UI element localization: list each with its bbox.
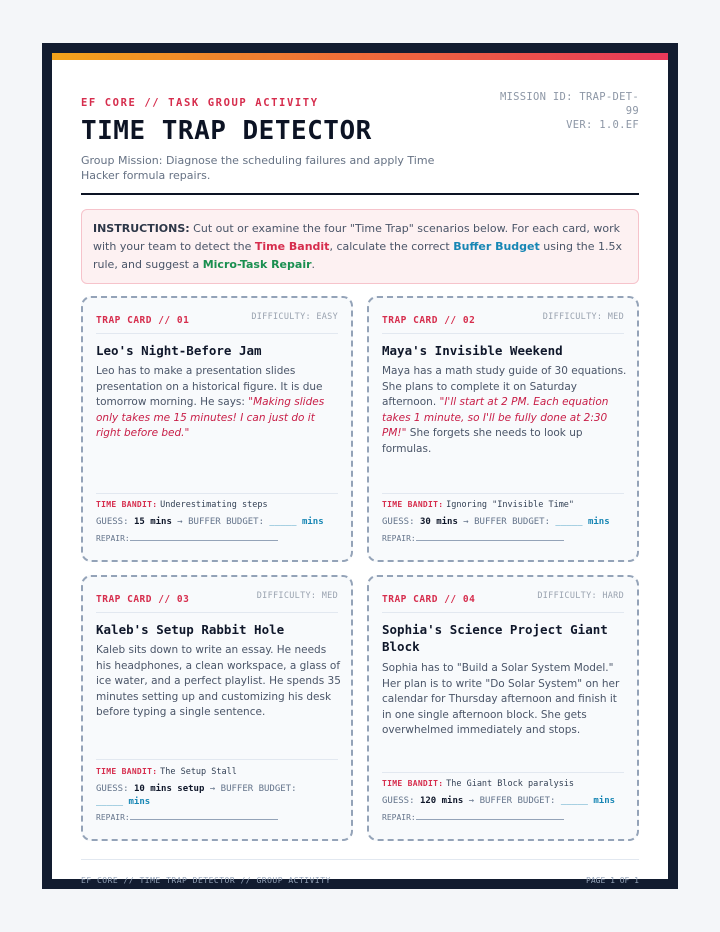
- buffer-blank[interactable]: _____: [96, 797, 124, 807]
- buffer-label: BUFFER BUDGET:: [479, 796, 556, 806]
- worksheet: [52, 53, 668, 885]
- time-bandit-value: Underestimating steps: [160, 500, 268, 510]
- card-foot: [96, 493, 338, 560]
- mission-meta: [489, 90, 639, 132]
- card-title: Leo's Night-Before Jam: [96, 343, 262, 358]
- term-micro-task-repair: Micro-Task Repair: [202, 258, 312, 271]
- time-bandit-value: The Giant Block paralysis: [446, 779, 575, 789]
- trap-card-01: [81, 296, 353, 562]
- card-foot: [382, 493, 624, 560]
- instructions-box: [81, 209, 639, 284]
- card-difficulty: DIFFICULTY: EASY: [251, 312, 338, 322]
- card-body: [382, 661, 627, 739]
- card-body: [382, 364, 627, 457]
- header-rule: [81, 193, 639, 195]
- arrow: →: [177, 517, 183, 527]
- repair-label: REPAIR:: [96, 534, 130, 543]
- repair-label: REPAIR:: [382, 534, 416, 543]
- card-foot: [96, 759, 338, 839]
- instructions-text-4: .: [311, 258, 316, 271]
- buffer-unit: mins: [593, 796, 616, 806]
- guess-value: 15 mins: [133, 517, 172, 527]
- card-quote: "I'll start at 2 PM. Each equation takes 1 minute, so I'll be fully done at 2:30 PM!": [382, 396, 609, 439]
- buffer-label: BUFFER BUDGET:: [220, 784, 297, 794]
- instructions-text-3: using the 1.5x rule, and suggest a: [93, 240, 623, 271]
- time-bandit-label: TIME BANDIT:: [96, 767, 158, 776]
- card-difficulty: DIFFICULTY: MED: [542, 312, 624, 322]
- buffer-blank[interactable]: _____: [555, 517, 583, 527]
- buffer-unit: mins: [301, 517, 324, 527]
- guess-value: 120 mins: [419, 796, 464, 806]
- repair-blank[interactable]: [416, 813, 564, 820]
- arrow: →: [468, 796, 475, 806]
- card-difficulty: DIFFICULTY: MED: [256, 591, 338, 601]
- card-body-text: Leo has to make a presentation slides presentation on a historical figure. It is due tomorrow morning. He says:: [96, 365, 323, 408]
- repair-label: REPAIR:: [96, 813, 130, 822]
- card-body-text: Maya has a math study guide of 30 equations. She plans to complete it on Saturday afternoon.: [382, 365, 627, 408]
- card-id: TRAP CARD // 01: [96, 315, 190, 326]
- buffer-unit: mins: [587, 517, 610, 527]
- card-body: [96, 643, 341, 721]
- arrow: →: [463, 517, 469, 527]
- time-bandit-label: TIME BANDIT:: [382, 500, 444, 509]
- time-bandit-value: The Setup Stall: [160, 767, 237, 777]
- card-id: TRAP CARD // 04: [382, 594, 476, 605]
- term-time-bandit: Time Bandit: [254, 240, 330, 253]
- guess-label: GUESS:: [96, 784, 129, 794]
- footer-rule: [81, 859, 639, 860]
- card-body-text: Kaleb sits down to write an essay. He needs his headphones, a clean workspace, a glass of ice water, and a perfect playlist. He spends 35 minutes setting up and customizing his desk before typing a single sentence.: [96, 644, 341, 718]
- card-title: Kaleb's Setup Rabbit Hole: [96, 622, 285, 637]
- time-bandit-label: TIME BANDIT:: [382, 779, 444, 788]
- footer-left: EF CORE // TIME TRAP DETECTOR // GROUP ACTIVITY: [81, 876, 331, 885]
- page-frame: [42, 43, 678, 889]
- buffer-unit: mins: [128, 797, 151, 807]
- guess-label: GUESS:: [382, 517, 415, 527]
- repair-label: REPAIR:: [382, 813, 416, 822]
- repair-blank[interactable]: [416, 534, 564, 541]
- guess-label: GUESS:: [96, 517, 129, 527]
- instructions-text-2: , calculate the correct: [329, 240, 454, 253]
- buffer-label: BUFFER BUDGET:: [188, 517, 264, 527]
- repair-blank[interactable]: [130, 534, 278, 541]
- time-bandit-value: Ignoring "Invisible Time": [446, 500, 575, 510]
- card-body: [96, 364, 341, 442]
- term-buffer-budget: Buffer Budget: [453, 240, 540, 253]
- buffer-blank[interactable]: _____: [269, 517, 297, 527]
- trap-card-02: [367, 296, 639, 562]
- version: VER: 1.0.EF: [566, 119, 639, 131]
- guess-label: GUESS:: [382, 796, 415, 806]
- trap-card-03: [81, 575, 353, 841]
- footer-right: PAGE 1 OF 1: [586, 876, 639, 885]
- card-body-text: Sophia has to "Build a Solar System Model." Her plan is to write "Do Solar System" on her calendar for Thursday afternoon and finish it in one single afternoon block. She gets overwhelmed immediately and stops.: [382, 662, 620, 736]
- card-quote: "Making slides only takes me 15 minutes! I can just do it right before bed.": [96, 396, 325, 439]
- card-id: TRAP CARD // 03: [96, 594, 190, 605]
- accent-bar: [52, 53, 668, 60]
- mission-text: Group Mission: Diagnose the scheduling failures and apply Time Hacker formula repairs.: [81, 154, 435, 182]
- eyebrow: EF CORE // TASK GROUP ACTIVITY: [81, 97, 319, 109]
- mission-id: MISSION ID: TRAP-DET-99: [499, 91, 639, 117]
- arrow: →: [209, 784, 216, 794]
- guess-value: 30 mins: [419, 517, 458, 527]
- header: [81, 86, 639, 186]
- instructions-lead: INSTRUCTIONS:: [93, 222, 190, 235]
- guess-value: 10 mins setup: [133, 784, 205, 794]
- card-title: Maya's Invisible Weekend: [382, 343, 563, 358]
- time-bandit-label: TIME BANDIT:: [96, 500, 158, 509]
- card-title: Sophia's Science Project Giant Block: [382, 622, 608, 654]
- card-foot: [382, 772, 624, 839]
- card-difficulty: DIFFICULTY: HARD: [537, 591, 624, 601]
- buffer-blank[interactable]: _____: [560, 796, 588, 806]
- card-id: TRAP CARD // 02: [382, 315, 476, 326]
- page-title: TIME TRAP DETECTOR: [81, 116, 372, 146]
- trap-card-04: [367, 575, 639, 841]
- card-body-after: She forgets she needs to look up formulas.: [382, 427, 583, 455]
- instructions-text-1: Cut out or examine the four "Time Trap" scenarios below. For each card, work with your team to detect the: [93, 222, 620, 253]
- repair-blank[interactable]: [130, 813, 278, 820]
- buffer-label: BUFFER BUDGET:: [474, 517, 550, 527]
